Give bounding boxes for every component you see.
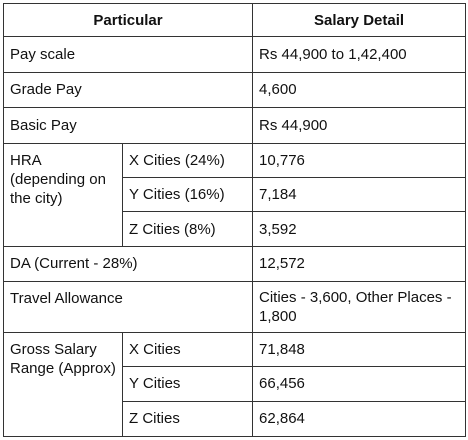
hra-value: 7,184	[253, 177, 466, 211]
gross-city: Z Cities	[123, 401, 253, 436]
row-value: Cities - 3,600, Other Places - 1,800	[253, 282, 466, 333]
hra-value: 10,776	[253, 143, 466, 177]
hra-label: HRA (depending on the city)	[4, 143, 123, 246]
header-salary-detail: Salary Detail	[253, 4, 466, 37]
gross-value: 62,864	[253, 401, 466, 436]
gross-city: X Cities	[123, 332, 253, 366]
header-particular: Particular	[4, 4, 253, 37]
table-row	[4, 108, 466, 143]
row-value: 4,600	[253, 72, 466, 107]
table-row	[4, 37, 466, 72]
gross-value: 71,848	[253, 332, 466, 366]
header-row	[4, 4, 466, 37]
hra-city: Z Cities (8%)	[123, 212, 253, 246]
row-label: Basic Pay	[4, 108, 253, 143]
gross-label: Gross Salary Range (Approx)	[4, 332, 123, 436]
row-value: Rs 44,900 to 1,42,400	[253, 37, 466, 72]
table-row	[4, 72, 466, 107]
row-label: DA (Current - 28%)	[4, 246, 253, 281]
hra-city: Y Cities (16%)	[123, 177, 253, 211]
table-row	[4, 282, 466, 333]
table-row	[4, 246, 466, 281]
row-value: 12,572	[253, 246, 466, 281]
row-label: Pay scale	[4, 37, 253, 72]
row-value: Rs 44,900	[253, 108, 466, 143]
gross-value: 66,456	[253, 367, 466, 401]
hra-value: 3,592	[253, 212, 466, 246]
row-label: Grade Pay	[4, 72, 253, 107]
row-label: Travel Allowance	[4, 282, 253, 333]
hra-city: X Cities (24%)	[123, 143, 253, 177]
gross-city: Y Cities	[123, 367, 253, 401]
table-row	[4, 143, 466, 177]
table-row	[4, 332, 466, 366]
salary-table	[3, 3, 466, 437]
